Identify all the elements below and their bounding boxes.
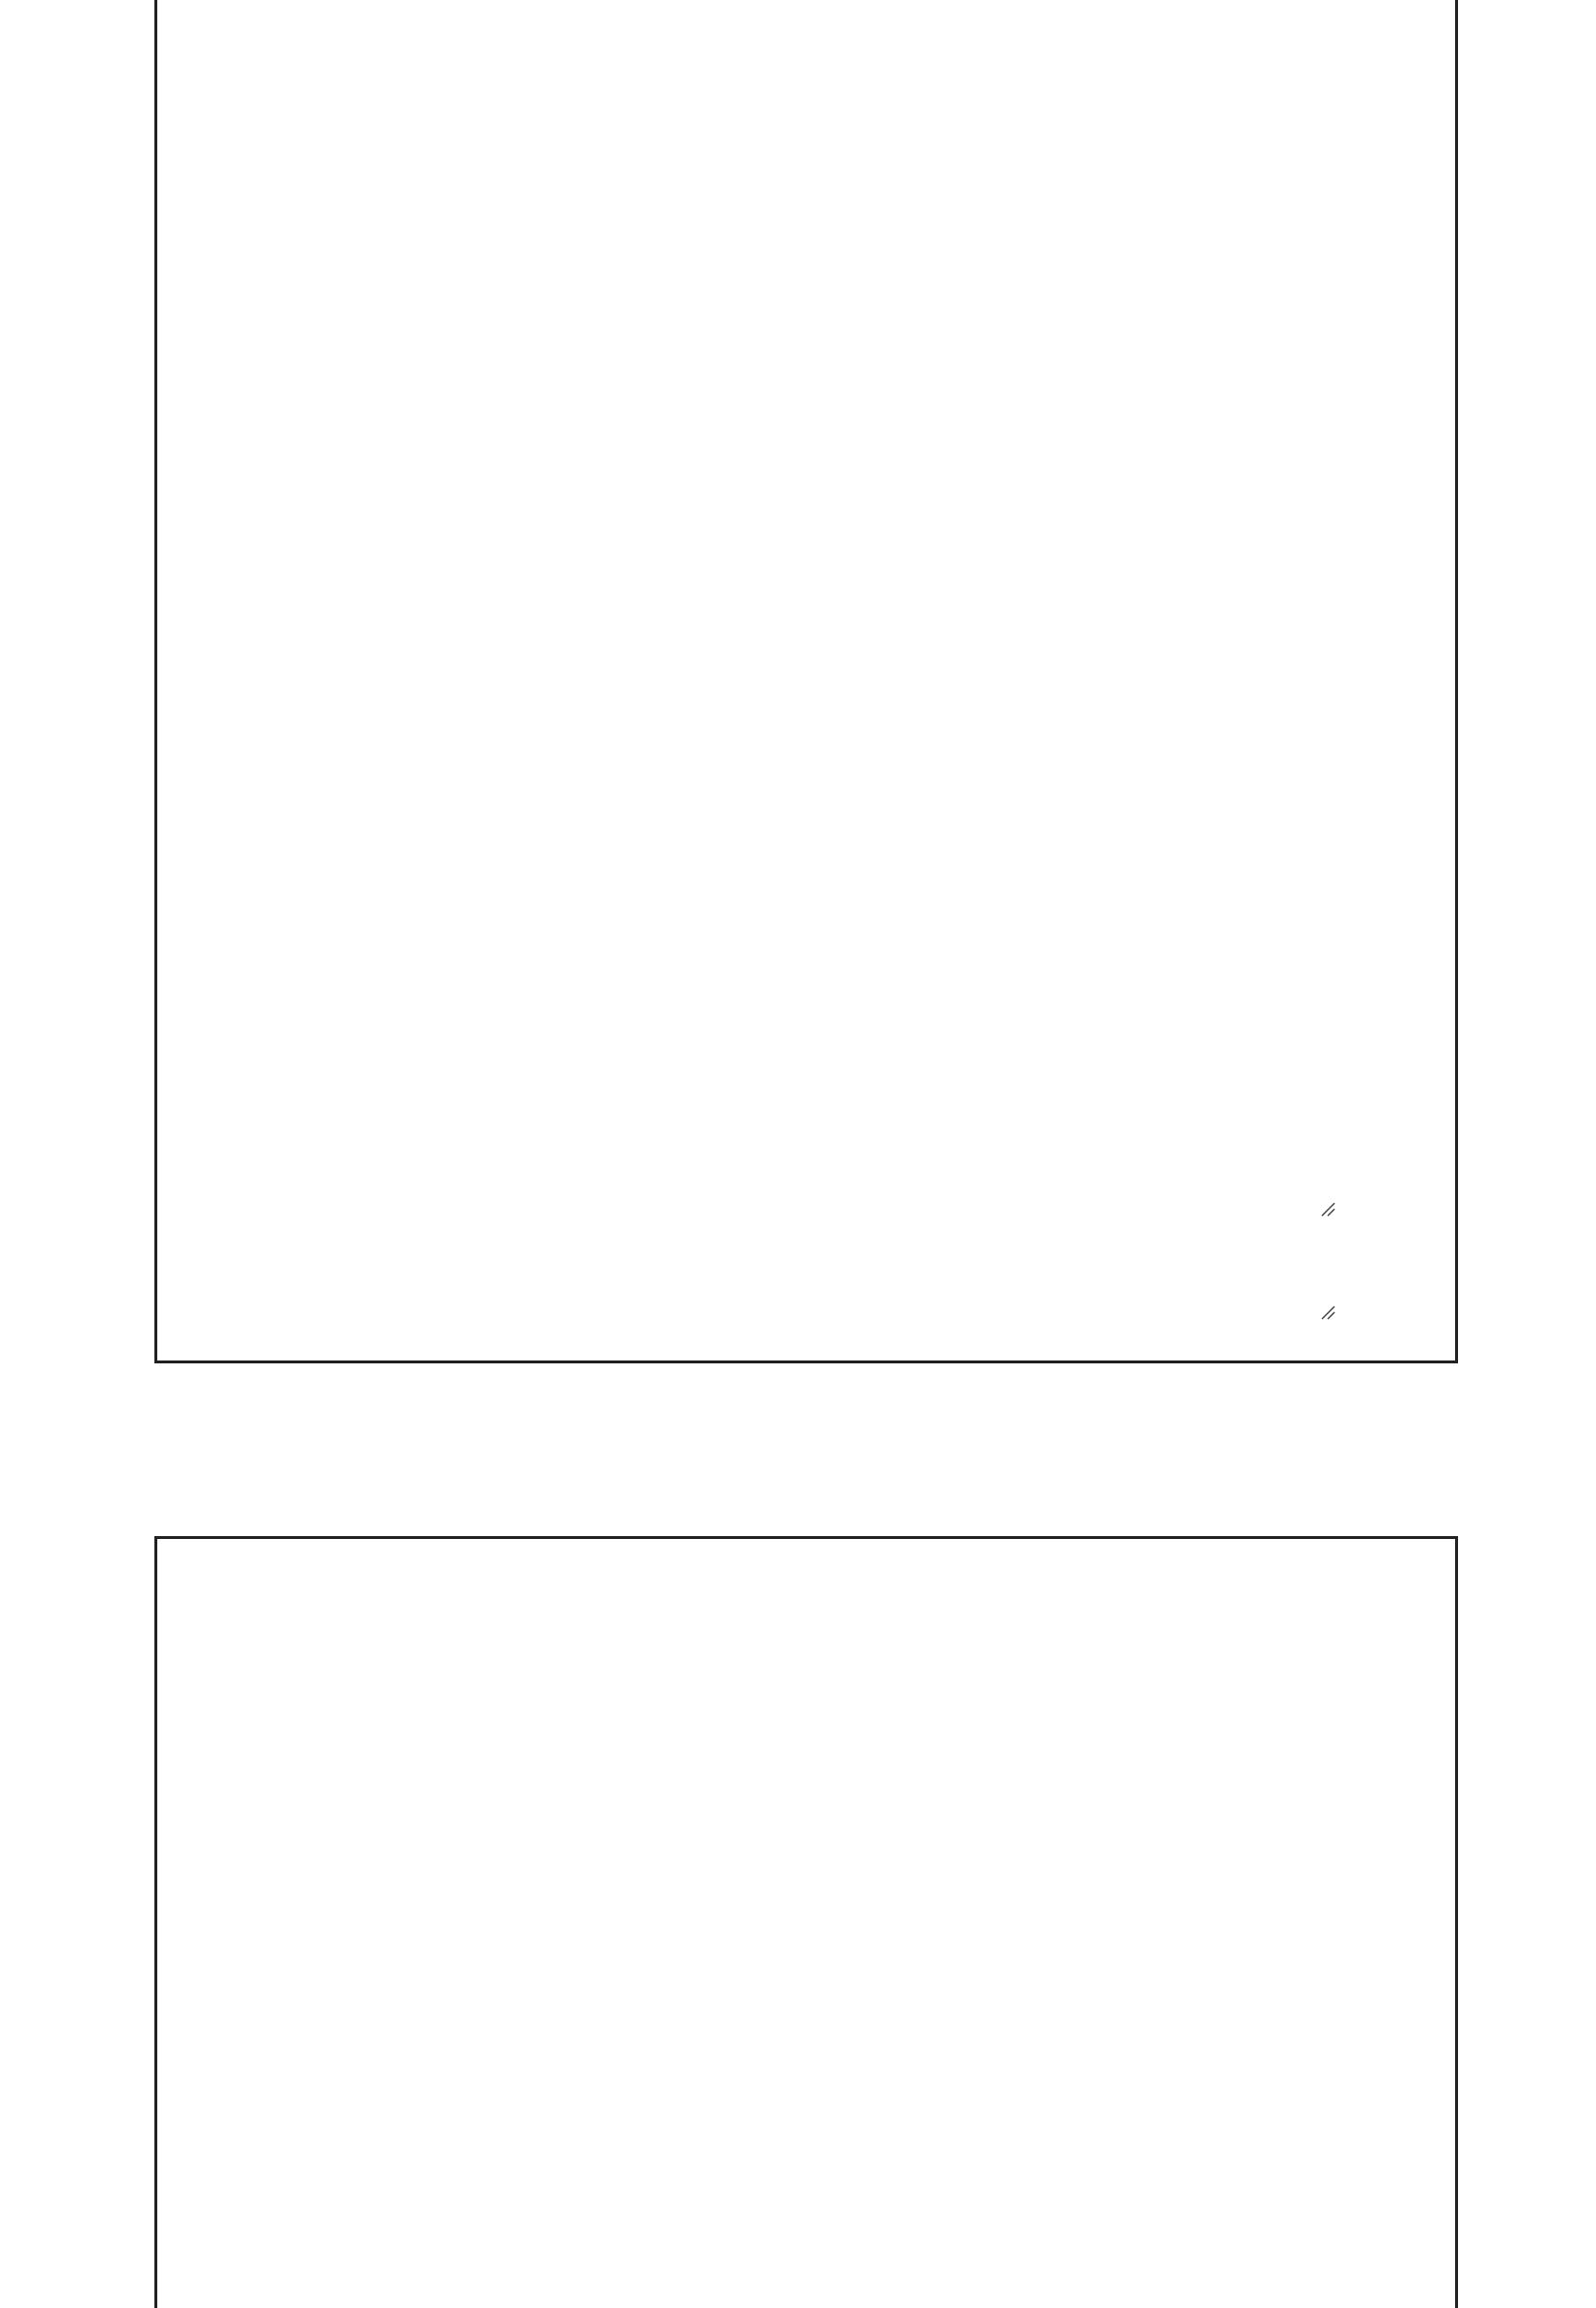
form-section-previous	[154, 0, 1458, 1363]
resize-handle-icon[interactable]	[1320, 1305, 1335, 1320]
form-section-meeting	[154, 1536, 1458, 2308]
resize-handle-icon[interactable]	[1320, 1201, 1335, 1217]
